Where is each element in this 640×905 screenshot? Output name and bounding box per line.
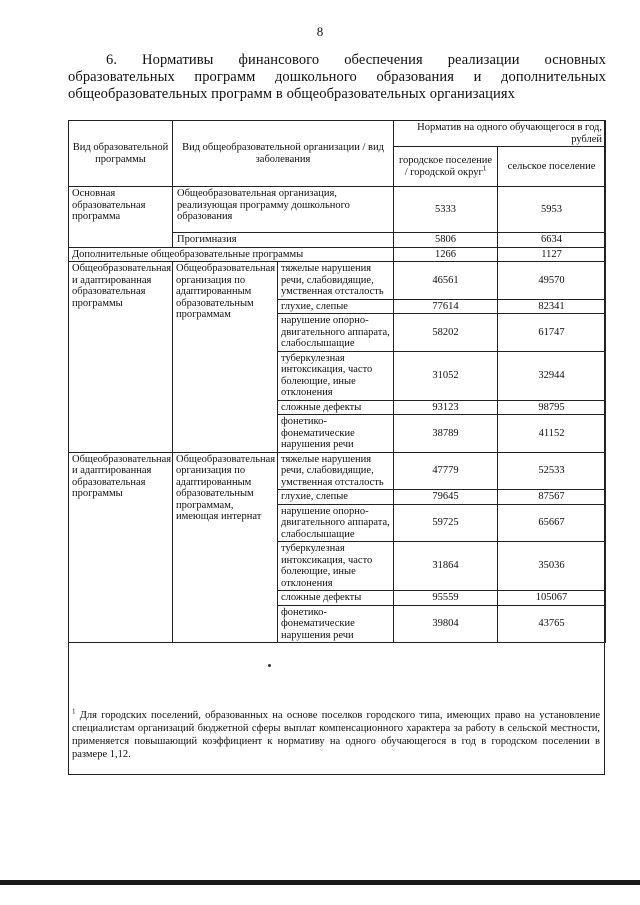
disease-cell: фонетико-фонематические нарушения речи <box>278 605 394 643</box>
urban-value: 79645 <box>394 490 498 505</box>
urban-value: 1266 <box>394 247 498 262</box>
rural-value: 35036 <box>498 542 606 591</box>
rural-value: 32944 <box>498 351 606 400</box>
header-normative: Норматив на одного обучающегося в год, рублей <box>394 121 606 147</box>
group-program-cell: Общеобразовательная и адаптированная образовательная программы <box>69 262 173 453</box>
scan-edge-bar <box>0 880 640 885</box>
scan-mark <box>268 664 271 667</box>
urban-value: 93123 <box>394 400 498 415</box>
rural-value: 82341 <box>498 299 606 314</box>
rural-value: 52533 <box>498 452 606 490</box>
table-row <box>69 247 606 262</box>
urban-value: 39804 <box>394 605 498 643</box>
rural-value: 5953 <box>498 187 606 233</box>
urban-value: 58202 <box>394 314 498 352</box>
page-number: 8 <box>316 24 324 39</box>
group-org-cell: Общеобразовательная организация по адаптированным образовательным программам, имеющая интернат <box>173 452 278 643</box>
urban-value: 95559 <box>394 591 498 606</box>
rural-value: 87567 <box>498 490 606 505</box>
disease-cell: глухие, слепые <box>278 299 394 314</box>
rural-value: 1127 <box>498 247 606 262</box>
section-heading: 6. Нормативы финансового обеспечения реализации основных образовательных программ дошкольного образования и дополнительных общеобразовательных программ в общеобразовательных организациях <box>68 52 606 102</box>
table-row <box>69 262 606 300</box>
disease-cell: тяжелые нарушения речи, слабовидящие, умственная отсталость <box>278 262 394 300</box>
rural-value: 6634 <box>498 233 606 248</box>
org-cell: Прогимназия <box>173 233 394 248</box>
normatives-table <box>68 120 606 643</box>
urban-value: 5333 <box>394 187 498 233</box>
urban-value: 59725 <box>394 504 498 542</box>
footnote <box>72 709 600 761</box>
disease-cell: фонетико-фонематические нарушения речи <box>278 415 394 453</box>
disease-cell: нарушение опорно-двигательного аппарата, слабослышащие <box>278 314 394 352</box>
header-rural: сельское поселение <box>498 147 606 187</box>
disease-cell: сложные дефекты <box>278 400 394 415</box>
disease-cell: тяжелые нарушения речи, слабовидящие, умственная отсталость <box>278 452 394 490</box>
footnote-text: Для городских поселений, образованных на основе поселков городского типа, имеющих право на установление специалистам организаций бюджетной сферы выплат компенсационного характера за работу в сельской местности, применяется повышающий коэффициент к нормативу на одного обучающегося в год в городском поселении в размере 1,12. <box>72 710 600 760</box>
header-urban-label: городское поселение / городской округ <box>398 155 493 178</box>
urban-value: 47779 <box>394 452 498 490</box>
additional-program-cell: Дополнительные общеобразовательные программы <box>69 247 394 262</box>
urban-value: 46561 <box>394 262 498 300</box>
table-row <box>69 452 606 490</box>
header-org-type: Вид общеобразовательной организации / вид заболевания <box>173 121 394 187</box>
rural-value: 98795 <box>498 400 606 415</box>
header-program-type: Вид образовательной программы <box>69 121 173 187</box>
urban-value: 5806 <box>394 233 498 248</box>
rural-value: 61747 <box>498 314 606 352</box>
urban-value: 38789 <box>394 415 498 453</box>
footnote-ref: 1 <box>482 164 487 172</box>
basic-program-cell: Основная образовательная программа <box>69 187 173 248</box>
group-program-cell: Общеобразовательная и адаптированная образовательная программы <box>69 452 173 643</box>
urban-value: 31052 <box>394 351 498 400</box>
urban-value: 31864 <box>394 542 498 591</box>
disease-cell: нарушение опорно-двигательного аппарата, слабослышащие <box>278 504 394 542</box>
org-cell: Общеобразовательная организация, реализующая программу дошкольного образования <box>173 187 394 233</box>
disease-cell: сложные дефекты <box>278 591 394 606</box>
group-org-cell: Общеобразовательная организация по адаптированным образовательным программам <box>173 262 278 453</box>
rural-value: 49570 <box>498 262 606 300</box>
disease-cell: туберкулезная интоксикация, часто болеющие, иные отклонения <box>278 542 394 591</box>
table-row <box>69 187 606 233</box>
disease-cell: глухие, слепые <box>278 490 394 505</box>
table-body <box>69 187 606 643</box>
rural-value: 43765 <box>498 605 606 643</box>
rural-value: 41152 <box>498 415 606 453</box>
disease-cell: туберкулезная интоксикация, часто болеющие, иные отклонения <box>278 351 394 400</box>
header-urban <box>394 147 498 187</box>
rural-value: 105067 <box>498 591 606 606</box>
rural-value: 65667 <box>498 504 606 542</box>
footnote-marker: 1 <box>72 707 76 716</box>
urban-value: 77614 <box>394 299 498 314</box>
